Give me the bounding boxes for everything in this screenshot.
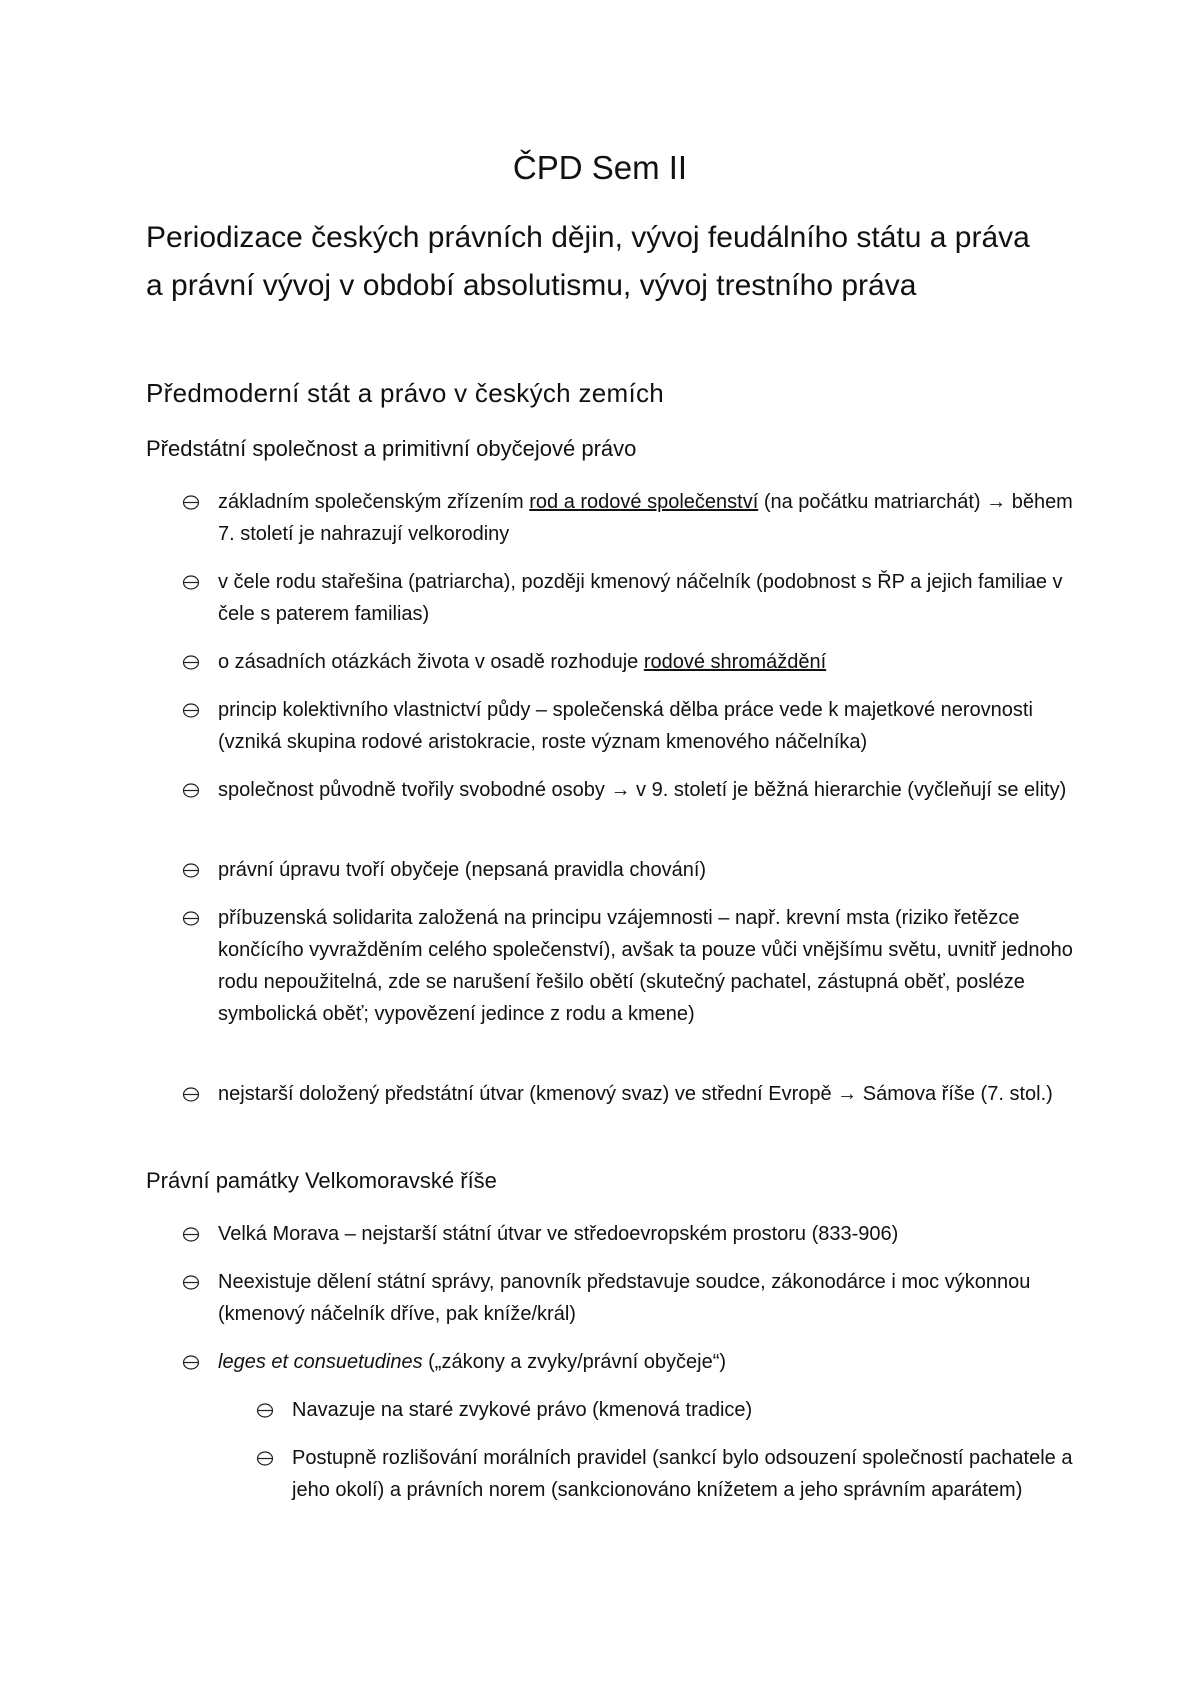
bullet-icon [182,702,200,719]
list-item: o zásadních otázkách života v osadě rozhoduje rodové shromáždění [182,646,1082,678]
heading-1: Periodizace českých právních dějin, vývoj feudálního státu a práva a právní vývoj v období absolutismu, vývoj trestního práva [146,221,1030,302]
list-item: společnost původně tvořily svobodné osoby → v 9. století je běžná hierarchie (vyčleňují se elity) [182,774,1082,806]
list-item: Postupně rozlišování morálních pravidel (sankcí bylo odsouzení společností pachatele a jeho okolí) a právních norem (sankcionováno knížetem a jeho správním aparátem) [256,1442,1086,1506]
bullet-icon [182,1226,200,1243]
list-item: Navazuje na staré zvykové právo (kmenová tradice) [256,1394,1086,1426]
bullet-icon [182,782,200,799]
bullet-icon [182,862,200,879]
list-item: princip kolektivního vlastnictví půdy – společenská dělba práce vede k majetkové nerovnosti (vzniká skupina rodové aristokracie, roste význam kmenového náčelníka) [182,694,1082,758]
bullet-icon [182,654,200,671]
bullet-icon [182,574,200,591]
list-item: právní úpravu tvoří obyčeje (nepsaná pravidla chování) [182,854,1082,886]
bullet-icon [182,1086,200,1103]
list-item: v čele rodu stařešina (patriarcha), později kmenový náčelník (podobnost s ŘP a jejich familiae v čele s paterem familias) [182,566,1082,630]
bullet-icon [182,910,200,927]
bullet-icon [256,1450,274,1467]
bullet-icon [182,1274,200,1291]
bullet-icon [182,494,200,511]
section-heading: Předstátní společnost a primitivní obyčejové právo [146,436,637,461]
list-item: leges et consuetudines („zákony a zvyky/právní obyčeje“) [182,1346,1082,1378]
list-item: základním společenským zřízením rod a rodové společenství (na počátku matriarchát) → během 7. století je nahrazují velkorodiny [182,486,1082,550]
heading-2: Předmoderní stát a právo v českých zemích [146,378,665,408]
list-item: příbuzenská solidarita založená na principu vzájemnosti – např. krevní msta (riziko řetězce končícího vyvražděním celého společenství), avšak ta pouze vůči vnějšímu světu, uvnitř jednoho rodu nepoužitelná, zde se narušení řešilo obětí (skutečný pachatel, zástupná oběť, posléze symbolická oběť; vypovězení jedince z rodu a kmene) [182,902,1082,1030]
list-item: nejstarší doložený předstátní útvar (kmenový svaz) ve střední Evropě → Sámova říše (7. stol.) [182,1078,1082,1110]
list-item: Velká Morava – nejstarší státní útvar ve středoevropském prostoru (833-906) [182,1218,1082,1250]
bullet-icon [182,1354,200,1371]
bullet-icon [256,1402,274,1419]
list-item: Neexistuje dělení státní správy, panovník představuje soudce, zákonodárce i moc výkonnou (kmenový náčelník dříve, pak kníže/král) [182,1266,1082,1330]
document-title: ČPD Sem II [512,149,688,186]
section-heading: Právní památky Velkomoravské říše [146,1168,497,1193]
